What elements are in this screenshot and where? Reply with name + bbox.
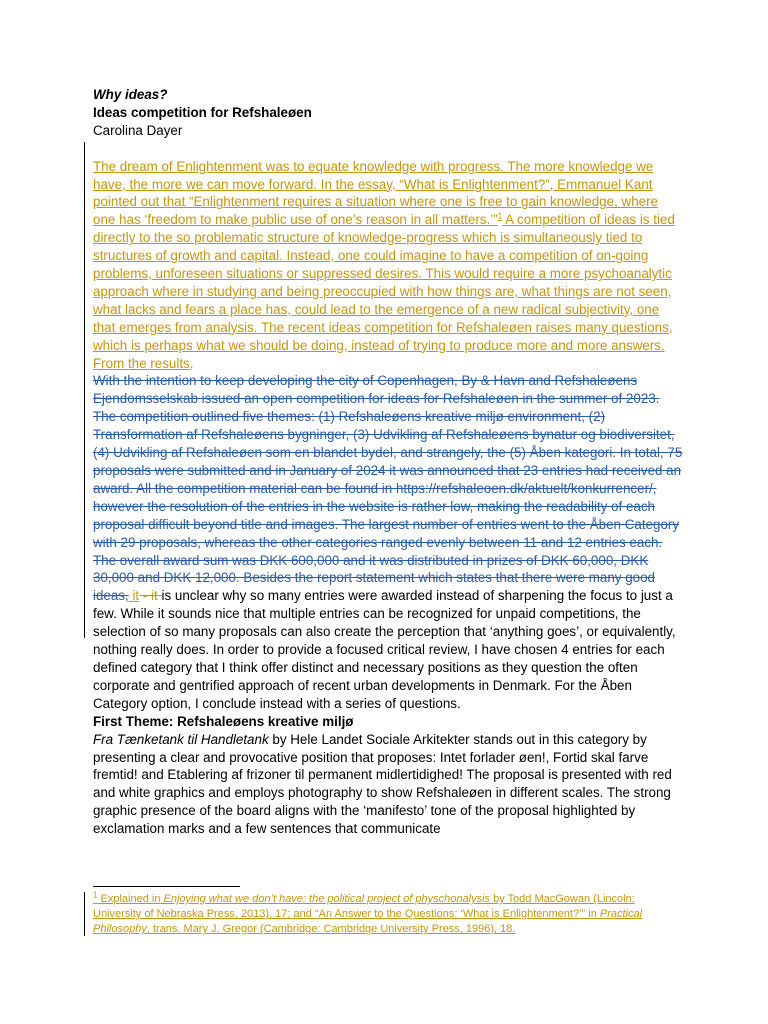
inserted-paragraph [93,158,683,713]
footnote-number: 1 [93,890,98,900]
document-subtitle: Ideas competition for Refshaleøen [93,104,312,120]
deleted-text[interactable]: With the intention to keep developing the city of Copenhagen, By & Havn and Refshaleøens Ejendomsselskab issued an open competition for ideas for Refshaleøen in the summer of 2023. The competition outlined five themes: (1) Refshaleøens kreative miljø environment, (2) Transformation af Refshaleøens bygninger, (3) Udvikling af Refshaleøens bynatur og biodiversitet, (4) Udvikling af Refshaleøen som en blandet bydel, and strangely, the (5) Åben kategori. In total, 75 proposals were submitted and in January of 2024 it was announced that 23 entries had received an award. All the competition material can be found in [93,373,683,496]
deleted-word[interactable]: - it [139,588,162,604]
footnote-text: Explained in [97,893,164,905]
inserted-word[interactable]: it [128,588,140,604]
footnote-text: “An Answer to the Questions: ‘What is Enlightenment?’” in [314,908,600,920]
deleted-text[interactable]: , however the resolution of the entries in the website is rather low, making the readability of each proposal difficult beyond title and images. The largest number of entries went to the Åben Category with 29 proposals, whereas the other categories ranged evenly between 11 and 12 entries each. The overall award sum was DKK 600,000 and it was distributed in prizes of DKK 60,000, DKK 30,000 and DKK 12,000. Besides the report statement which states that there were many good ideas, [93,480,680,604]
footnote-separator [93,886,240,887]
footnote [93,892,683,937]
footnote-reference[interactable]: 1 [497,211,503,221]
footnote-text: , trans. Mary J. Gregor (Cambridge: Cambridge University Press, 1996), 18. [146,923,516,935]
body-text: is unclear why so many entries were awarded instead of sharpening the focus to just a few. While it sounds nice that multiple entries can be recognized for unpaid competitions, the selection of so many proposals can also create the perception that ‘anything goes’, or equivalently, nothing really does. In order to provide a focused critical review, I have chosen 4 entries for each defined category that I think offer distinct and necessary positions as they question the often corporate and gentrified approach of recent urban developments in Denmark. For the Åben Category option, I conclude instead with a series of questions. [93,588,676,711]
deleted-link[interactable]: https://refshaleoen.dk/aktuelt/konkurrencer/ [395,480,653,496]
footnote-book-title: Enjoying what we don’t have: the political project of physchonalysis [163,893,491,905]
section-heading: First Theme: Refshaleøens kreative miljø [93,713,354,729]
footnote-change-bar [84,892,85,936]
body-text: by Hele Landet Sociale Arkitekter stands out in this category by presenting a clear and provocative position that proposes: Intet forlader øen!, Fortid skal farve fremtid! and Etablering af frizoner til permanent midlertidighed! The proposal is presented with red and white graphics and employs photography to show Refshaleøen in different scales. The strong graphic presence of the board aligns with the ‘manifesto’ tone of the proposal highlighted by exclamation marks and a few sentences that communicate [93,731,672,837]
spacer [93,140,683,158]
inserted-text[interactable]: The dream of Enlightenment was to equate knowledge with progress. The more knowledge we have, the more we can move forward. In the essay, “What is Enlightenment?”, Emmanuel Kant pointed out that “Enlightenment requires a situation where one is free to gain knowledge, where one has ‘freedom to make public use of one’s reason in all matters.’” [93,158,658,228]
footnote-book-title: Practical Philosophy [93,908,643,935]
document-body [93,86,683,838]
document-author: Carolina Dayer [93,122,183,138]
change-bar [84,142,85,638]
proposal-title: Fra Tænketank til Handletank [93,731,269,747]
document-title: Why ideas? [93,87,168,102]
footnote-text: by Todd MacGowan (Lincoln: University of Nebraska Press, 2013), 17; and [93,893,635,920]
first-theme-paragraph [93,731,683,838]
inserted-text[interactable]: A competition of ideas is tied directly to the so problematic structure of knowledge-progress which is simultaneously tied to structures of growth and capital. Instead, one could imagine to have a competition of on-going problems, unforeseen situations or suppressed desires. This would require a more psychoanalytic approach where in studying and being preoccupied with how things are, what things are not seen, what lacks and fears a place has, could lead to the emergence of a new radical subjectivity, one that emerges from analysis. The recent ideas competition for Refshaleøen raises many questions, which is perhaps what we should be doing, instead of trying to produce more and more answers. From the results, [93,212,675,371]
